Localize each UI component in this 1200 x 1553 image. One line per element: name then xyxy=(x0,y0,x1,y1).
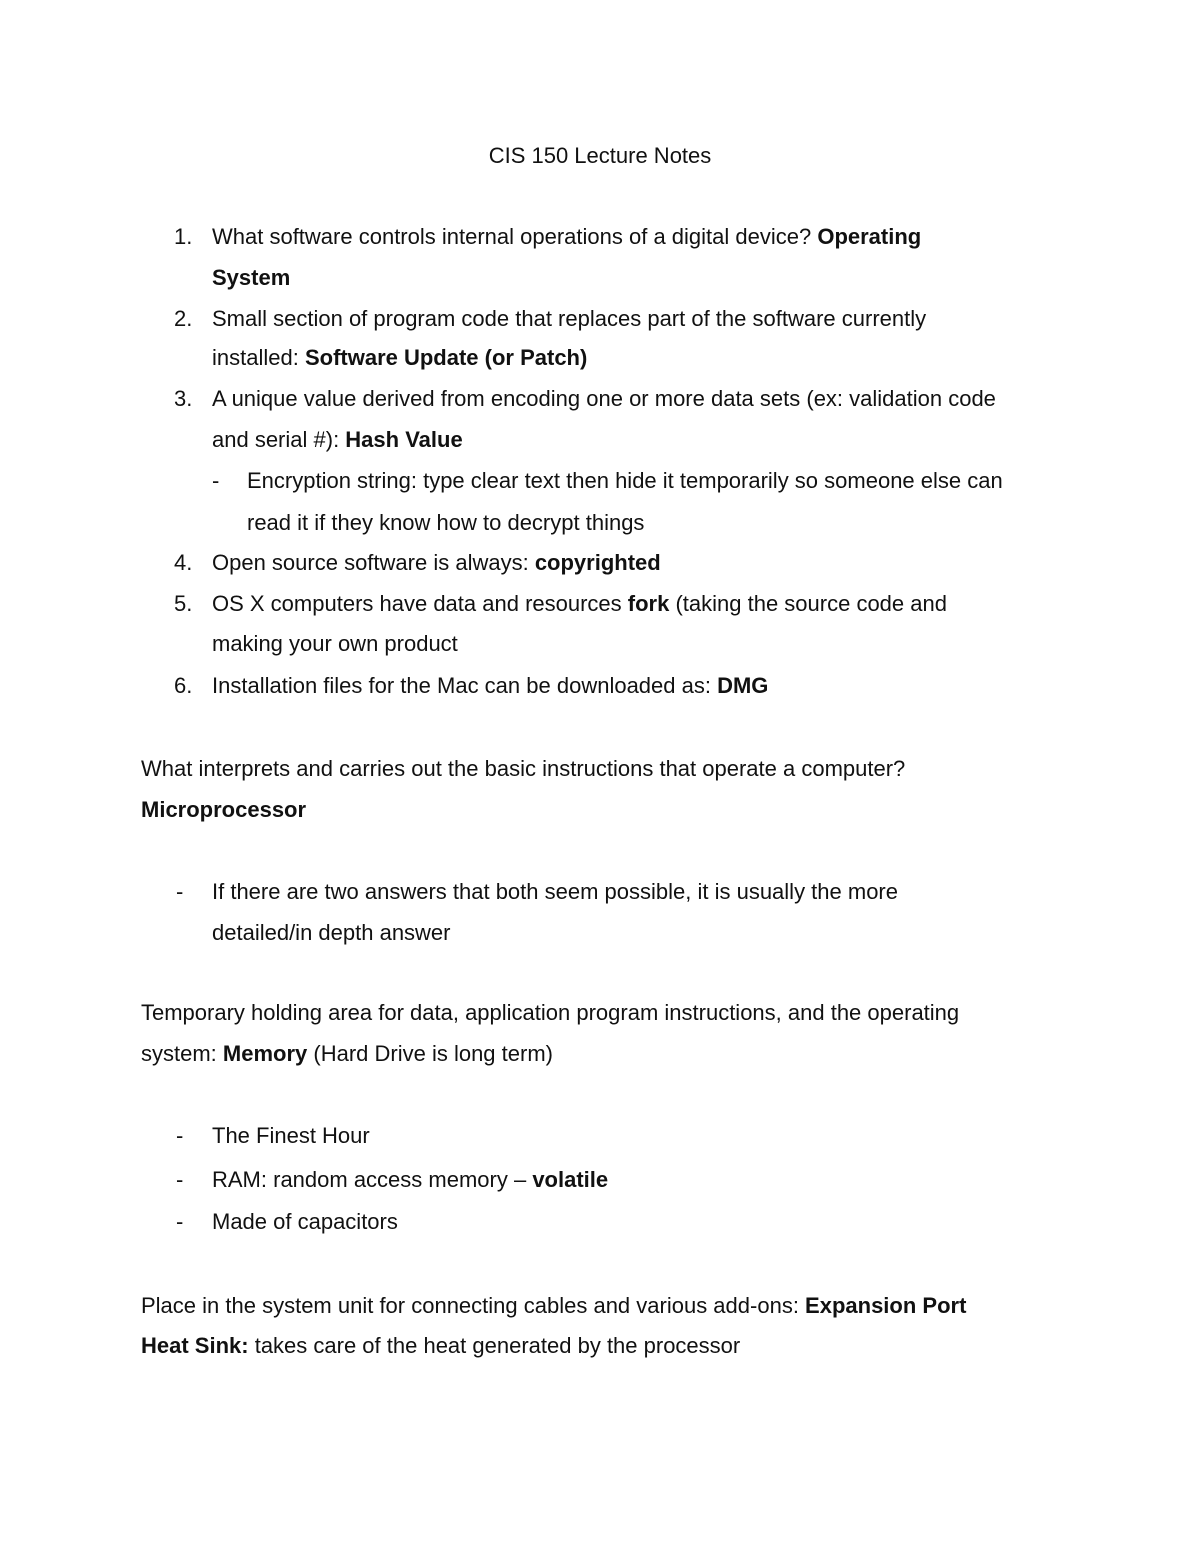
answer-text: System xyxy=(212,265,291,290)
list-number: 3. xyxy=(174,386,193,411)
answer-text: volatile xyxy=(532,1167,609,1192)
question-text: Temporary holding area for data, application program instructions, and the operating xyxy=(141,1000,960,1025)
sub-bullet-marker: - xyxy=(212,468,220,493)
answer-text: fork xyxy=(627,591,670,616)
list-item-text: A unique value derived from encoding one or more data sets (ex: validation code xyxy=(212,386,996,411)
bullet-text: The Finest Hour xyxy=(212,1123,370,1148)
list-item-text: OS X computers have data and resources fork (taking the source code and xyxy=(212,591,947,616)
list-number: 2. xyxy=(174,306,193,331)
answer-text: Expansion Port xyxy=(805,1293,967,1318)
list-number: 1. xyxy=(174,224,193,249)
bullet-marker: - xyxy=(176,1123,184,1148)
list-item-text: and serial #): Hash Value xyxy=(212,427,463,452)
answer-text: Microprocessor xyxy=(141,797,307,822)
question-text: What interprets and carries out the basic instructions that operate a computer? xyxy=(141,756,906,781)
heat-sink-definition: Heat Sink: takes care of the heat generated by the processor xyxy=(141,1333,741,1358)
bullet-marker: - xyxy=(176,1209,184,1234)
answer-text: Operating xyxy=(817,224,922,249)
answer-text: Hash Value xyxy=(345,427,463,452)
answer-text: copyrighted xyxy=(534,550,661,575)
list-number: 5. xyxy=(174,591,193,616)
list-number: 4. xyxy=(174,550,193,575)
answer-text: DMG xyxy=(717,673,769,698)
list-item-text: making your own product xyxy=(212,631,458,656)
page-title: CIS 150 Lecture Notes xyxy=(488,143,712,168)
bullet-marker: - xyxy=(176,1167,184,1192)
term-text: Heat Sink: xyxy=(141,1333,249,1358)
list-item-text: What software controls internal operations of a digital device? Operating xyxy=(212,224,922,249)
answer-text: Software Update (or Patch) xyxy=(304,345,588,370)
list-item-text: Installation files for the Mac can be downloaded as: DMG xyxy=(212,673,769,698)
list-item-text: installed: Software Update (or Patch) xyxy=(212,345,588,370)
bullet-text: Made of capacitors xyxy=(212,1209,398,1234)
list-item-text: Small section of program code that replaces part of the software currently xyxy=(212,306,927,331)
bullet-text: If there are two answers that both seem possible, it is usually the more xyxy=(212,879,898,904)
list-item-text: Open source software is always: copyrighted xyxy=(212,550,661,575)
bullet-text: RAM: random access memory – volatile xyxy=(212,1167,609,1192)
bullet-text: detailed/in depth answer xyxy=(212,920,451,945)
bullet-marker: - xyxy=(176,879,184,904)
sub-bullet-text: read it if they know how to decrypt things xyxy=(247,510,645,535)
question-text: system: Memory (Hard Drive is long term) xyxy=(141,1041,553,1066)
answer-text: Memory xyxy=(222,1041,308,1066)
sub-bullet-text: Encryption string: type clear text then hide it temporarily so someone else can xyxy=(247,468,1003,493)
question-expansion: Place in the system unit for connecting cables and various add-ons: Expansion Port xyxy=(141,1293,967,1318)
list-number: 6. xyxy=(174,673,193,698)
